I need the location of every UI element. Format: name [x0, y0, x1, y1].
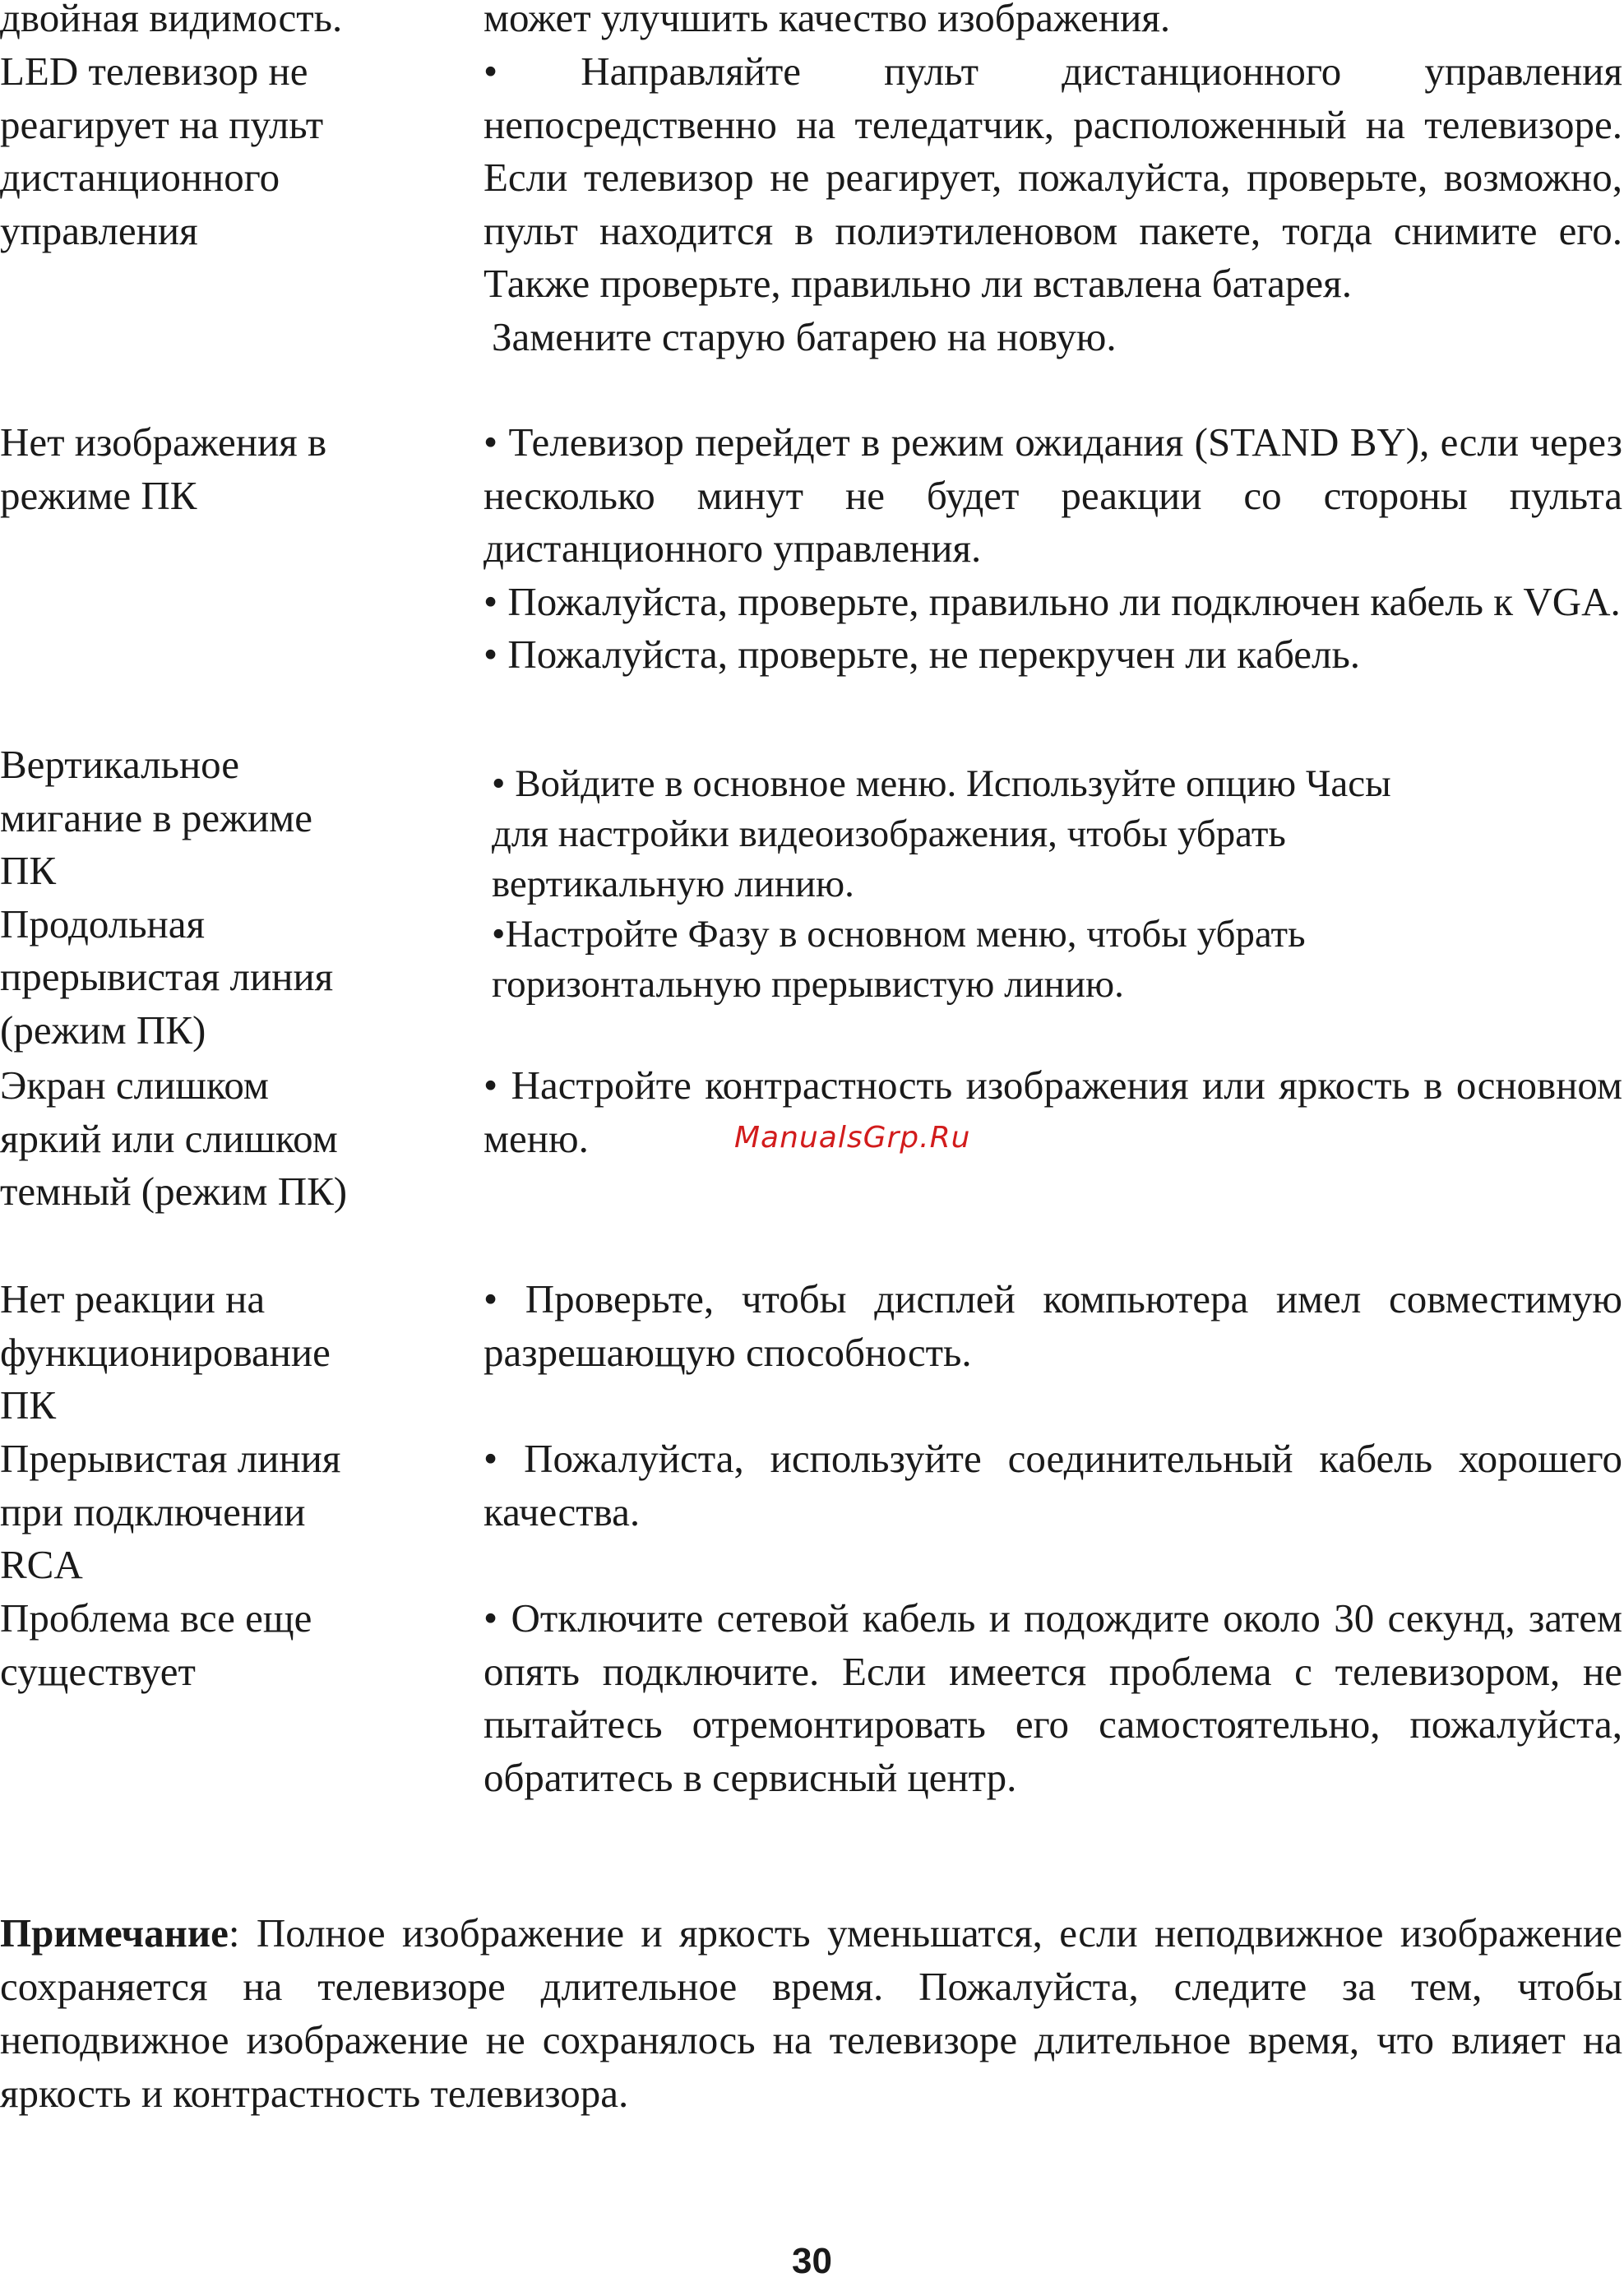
solution-paragraph: • Направляйте пульт дистанционного управления непосредственно на теледатчик, расположенный на телевизоре. Если телевизор не реагирует, пожалуйста, проверьте, возможно, пульт находится в полиэтиленовом пакете, тогда снимите его. Также проверьте, правильно ли вставлена батарея.	[483, 49, 1622, 306]
solution-cell	[483, 0, 1622, 45]
solution-paragraph: Замените старую батарею на новую.	[492, 313, 1117, 359]
problem-cell: Экран слишком яркий или слишком темный (режим ПК)	[0, 1062, 348, 1214]
solution-paragraph: • Войдите в основное меню. Используйте опцию Часы для настройки видеоизображения, чтобы убрать вертикальную линию.	[492, 762, 1391, 905]
note-paragraph	[0, 1906, 1622, 2120]
solution-cell	[492, 759, 1624, 1010]
problem-cell: Нет реакции на функционирование ПК	[0, 1276, 331, 1428]
solution-paragraph: • Проверьте, чтобы дисплей компьютера имел совместимую разрешающую способность.	[483, 1276, 1622, 1375]
problem-cell: LED телевизор не реагирует на пульт дистанционного управления	[0, 49, 324, 253]
note-text: : Полное изображение и яркость уменьшатся, если неподвижное изображение сохраняется на телевизоре длительное время. Пожалуйста, следите за тем, чтобы неподвижное изображение не сохранялось на телевизоре длительное время, что влияет на яркость и контрастность телевизора.	[0, 1910, 1622, 2116]
problem-cell: Вертикальное мигание в режиме ПК Продольная прерывистая линия (режим ПК)	[0, 742, 334, 1053]
solution-cell	[483, 416, 1622, 682]
solution-paragraph: •Настройте Фазу в основном меню, чтобы убрать горизонтальную прерывистую линию.	[492, 913, 1306, 1006]
solution-paragraph: • Пожалуйста, проверьте, правильно ли подключен кабель к VGA.	[483, 578, 1621, 624]
problem-cell: Нет изображения в режиме ПК	[0, 419, 327, 518]
problem-cell: Прерывистая линия при подключении RCA	[0, 1436, 341, 1587]
solution-cell	[483, 1273, 1622, 1379]
solution-cell	[483, 45, 1622, 363]
solution-paragraph: может улучшить качество изображения.	[483, 0, 1171, 40]
note-label: Примечание	[0, 1910, 229, 1956]
solution-paragraph: • Телевизор перейдет в режим ожидания (STAND BY), если через несколько минут не будет реакции со стороны пульта дистанционного управления.	[483, 419, 1622, 571]
solution-paragraph: • Отключите сетевой кабель и подождите около 30 секунд, затем опять подключите. Если имеется проблема с телевизором, не пытайтесь отремонтировать его самостоятельно, пожалуйста, обратитесь в сервисный центр.	[483, 1595, 1622, 1800]
solution-cell	[483, 1059, 1622, 1165]
solution-cell	[483, 1592, 1622, 1804]
solution-paragraph: • Пожалуйста, используйте соединительный кабель хорошего качества.	[483, 1436, 1622, 1534]
solution-paragraph: • Пожалуйста, проверьте, не перекручен ли кабель.	[483, 632, 1361, 677]
solution-paragraph: • Настройте контрастность изображения или яркость в основном меню.	[483, 1062, 1622, 1161]
solution-cell	[483, 1433, 1622, 1539]
problem-cell: двойная видимость.	[0, 0, 343, 40]
watermark-logo: ManualsGrp.Ru	[734, 1121, 971, 1155]
page-number: 30	[792, 2241, 832, 2281]
problem-cell: Проблема все еще существует	[0, 1595, 312, 1694]
